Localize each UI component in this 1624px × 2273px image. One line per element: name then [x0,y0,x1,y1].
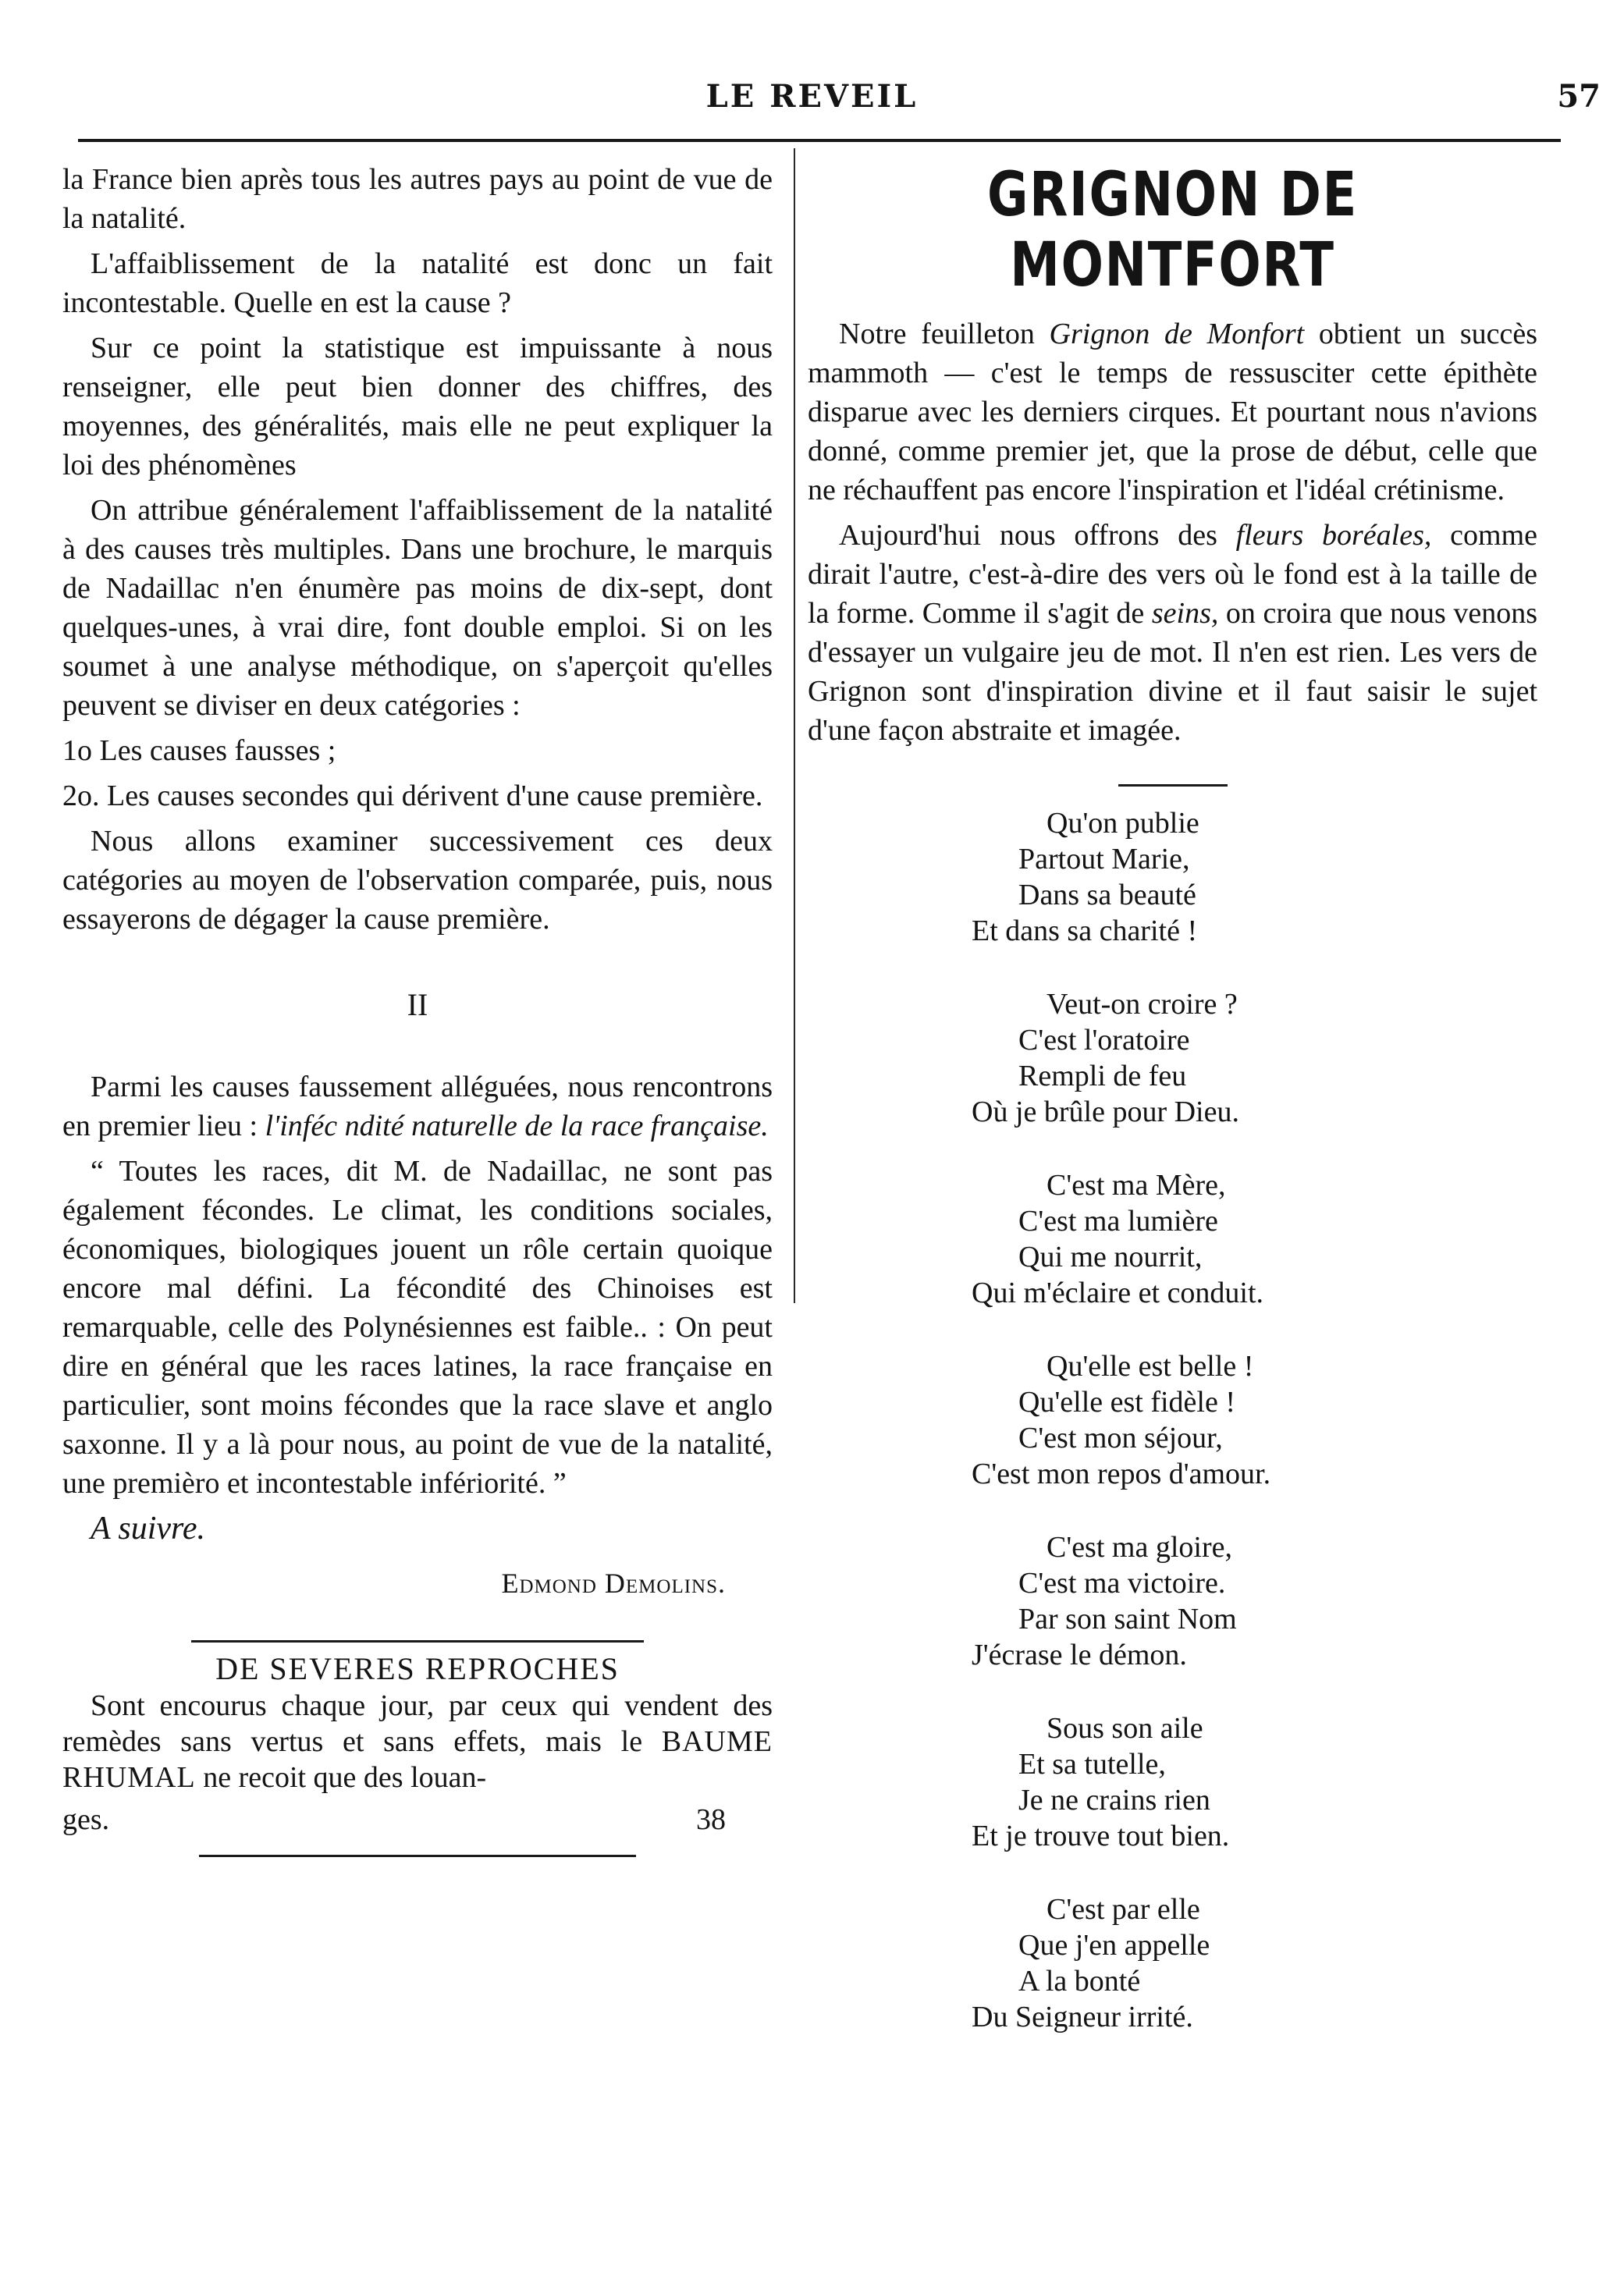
ad-bottom-rule [199,1855,636,1857]
italic-phrase: seins, [1151,597,1219,630]
left-column [62,160,773,1857]
poem-stanza [972,1348,1537,1492]
italic-phrase: l'inféc ndité naturelle de la race française. [265,1110,769,1142]
poem-stanza [972,986,1537,1130]
list-item: 2o. Les causes secondes qui dérivent d'une cause première. [62,780,763,812]
paragraph: Sur ce point la statistique est impuissante à nous renseigner, elle peut bien donner des chiffres, des moyennes, des généralités, mais elle ne peut expliquer la loi des phénomènes [62,332,773,481]
ad-text-after: ne recoit que des louan- [203,1761,487,1794]
paragraph-text: Notre feuilleton [839,318,1035,350]
verse: C'est ma lumière [1018,1205,1218,1238]
verse: Et je trouve tout bien. [972,1820,1230,1852]
to-be-continued: A suivre. [91,1511,205,1547]
verse: C'est mon repos d'amour. [972,1458,1271,1490]
paragraph: la France bien après tous les autres pays au point de vue de la natalité. [62,163,773,235]
verse: C'est ma victoire. [1018,1567,1226,1600]
ad-number: 38 [696,1803,726,1836]
paragraph-text: Parmi les causes faussement alléguées, nous rencontrons en premier lieu : [62,1071,773,1142]
verse: C'est l'oratoire [1018,1024,1190,1057]
paragraph-text: obtient un succès mammoth — c'est le temps de ressusciter cette épithète disparue avec les derniers cirques. Et pourtant nous n'avions donné, comme premier jet, que la prose de début, celle que ne réchauffent pas encore l'inspiration et l'idéal crétinisme. [808,318,1537,506]
verse: Qui m'éclaire et conduit. [972,1277,1264,1309]
header-rule [78,139,1561,142]
ad-heading: DE SEVERES REPROCHES [215,1651,620,1686]
paragraph [808,314,1537,510]
ad-brand: BAUME RHUMAL [62,1725,773,1794]
author-signature: Edmond Demolins. [501,1568,726,1599]
verse: Veut-on croire ? [1047,988,1238,1021]
verse: C'est mon séjour, [1018,1422,1223,1454]
verse: Dans sa beauté [1018,879,1196,911]
verse: Et sa tutelle, [1018,1748,1166,1781]
paragraph [62,1067,773,1145]
poem-stanza [972,1529,1537,1673]
verse: A la bonté [1018,1965,1141,1998]
running-title: LE REVEIL [705,78,919,115]
verse: Je ne crains rien [1018,1784,1210,1817]
poem-divider [1118,784,1228,787]
section-numeral: II [407,987,428,1022]
poem-stanza [972,805,1537,949]
column-divider [794,148,795,1303]
paragraph [808,516,1537,750]
paragraph: On attribue généralement l'affaiblissement de la natalité à des causes très multiples. Dans une brochure, le marquis de Nadaillac n'en énumère pas moins de dix-sept, dont quelques-unes, à vrai dire, font double emploi. Si on les soumet à une analyse méthodique, on s'aperçoit qu'elles peuvent se diviser en deux catégories : [62,494,773,722]
verse: Qu'on publie [1047,807,1199,840]
quotation: “ Toutes les races, dit M. de Nadaillac, ne sont pas également fécondes. Le climat, les conditions sociales, économiques, biologiques jouent un rôle certain quoique encore mal défini. La fécondité des Chinoises est remarquable, celle des Polynésiennes est faible.. : On peut dire en général que les races latines, la race française en particulier, sont moins fécondes que la race slave et anglo saxonne. Il y a là pour nous, au point de vue de la natalité, une premièro et incontestable infériorité. ” [62,1155,773,1500]
paragraph: L'affaiblissement de la natalité est donc un fait incontestable. Quelle en est la cause ? [62,247,773,319]
verse: C'est ma Mère, [1047,1169,1226,1202]
right-column [808,160,1537,2072]
poem [972,805,1537,2035]
verse: Sous son aile [1047,1712,1203,1745]
ad-text [62,1688,773,1795]
ad-text-end: ges. [62,1803,110,1836]
verse: C'est par elle [1047,1893,1200,1926]
italic-phrase: fleurs boréales, [1235,519,1432,552]
verse: Et dans sa charité ! [972,915,1198,947]
verse: Qu'elle est belle ! [1047,1350,1254,1383]
ad-text-before: Sont encourus chaque jour, par ceux qui vendent des remèdes sans vertus et sans effets, mais le [62,1689,773,1758]
verse: Qu'elle est fidèle ! [1018,1386,1236,1419]
ad-top-rule [191,1640,644,1643]
italic-phrase: Grignon de Monfort [1049,318,1305,350]
paragraph-text: comme dirait l'autre, c'est-à-dire des vers où le fond est à la taille de la forme. Comme il s'agit de [808,519,1538,630]
paragraph-text: on croira que nous venons d'essayer un vulgaire jeu de mot. Il n'en est rien. Les vers de Grignon sont d'inspiration divine et il faut saisir le sujet d'une façon abstraite et imagée. [808,597,1537,747]
verse: Rempli de feu [1018,1060,1187,1092]
verse: C'est ma gloire, [1047,1531,1232,1564]
poem-stanza [972,1710,1537,1854]
poem-stanza [972,1891,1537,2035]
verse: Que j'en appelle [1018,1929,1210,1962]
ad-last-line [62,1802,773,1838]
paragraph-text: Aujourd'hui nous offrons des [839,519,1217,552]
verse: Du Seigneur irrité. [972,2001,1193,2033]
verse: Où je brûle pour Dieu. [972,1096,1239,1128]
paragraph: Nous allons examiner successivement ces deux catégories au moyen de l'observation comparée, puis, nous essayerons de dégager la cause première. [62,825,773,936]
page-number: 57 [1557,78,1601,115]
verse: Qui me nourrit, [1018,1241,1203,1273]
article-title: GRIGNON DE MONTFORT [987,160,1358,300]
verse: Partout Marie, [1018,843,1190,875]
list-item: 1o Les causes fausses ; [62,734,336,767]
verse: J'écrase le démon. [972,1639,1187,1671]
verse: Par son saint Nom [1018,1603,1237,1635]
poem-stanza [972,1167,1537,1311]
